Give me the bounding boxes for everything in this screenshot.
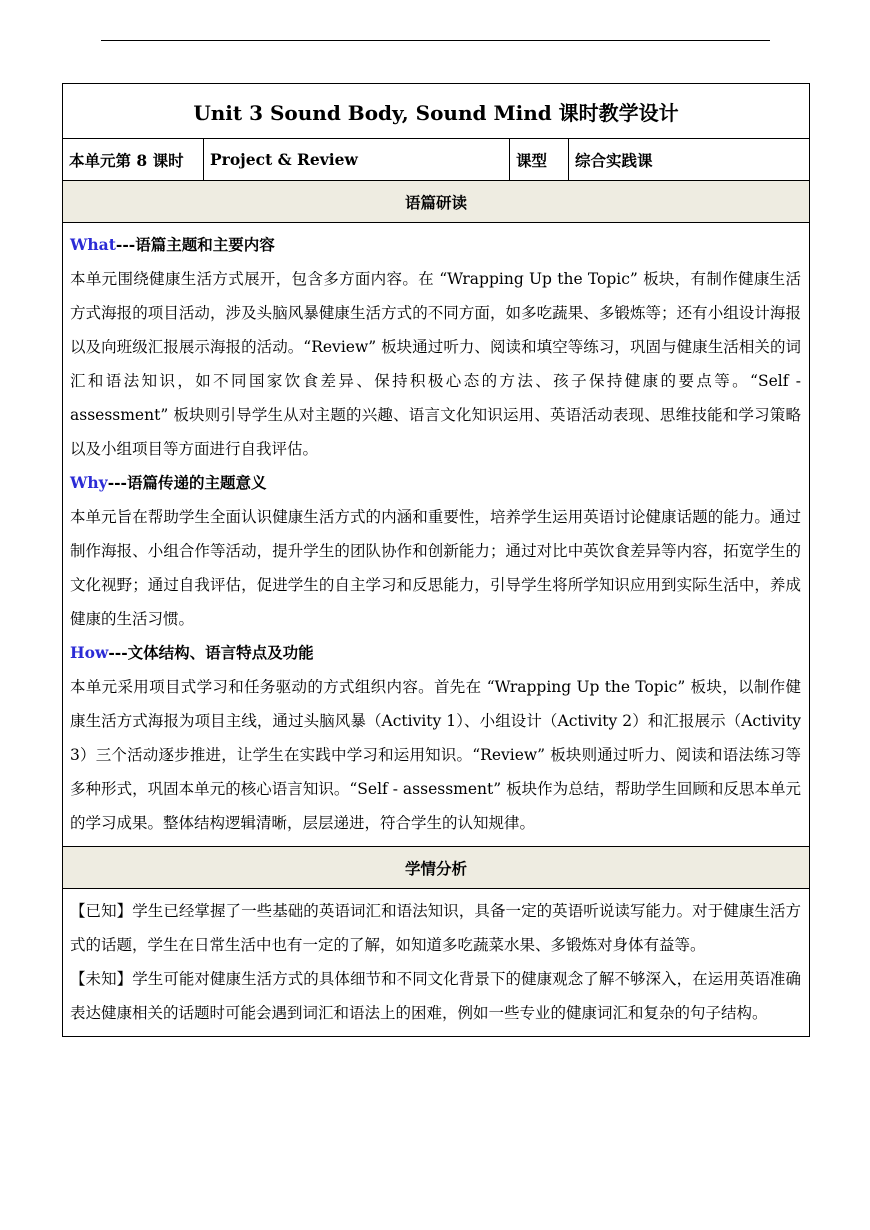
lesson-name-cell: Project & Review bbox=[204, 139, 510, 180]
what-keyword: What bbox=[70, 235, 116, 254]
how-keyword: How bbox=[70, 643, 109, 662]
what-heading bbox=[70, 228, 801, 262]
why-title: ---语篇传递的主题意义 bbox=[107, 473, 267, 492]
how-paragraph: 本单元采用项目式学习和任务驱动的方式组织内容。首先在 “Wrapping Up the Topic” 板块，以制作健康生活方式海报为项目主线，通过头脑风暴（Activity 1）、小组设计（Activity 2）和汇报展示（Activity 3）三个活动逐步推进，让学生在实践中学习和运用知识。“Review” 板块则通过听力、阅读和语法练习等多种形式，巩固本单元的核心语言知识。“Self - assessment” 板块作为总结，帮助学生回顾和反思本单元的学习成果。整体结构逻辑清晰，层层递进，符合学生的认知规律。 bbox=[70, 678, 801, 832]
how-heading bbox=[70, 636, 801, 670]
learner-analysis-content bbox=[63, 889, 810, 1037]
known-paragraph: 【已知】学生已经掌握了一些基础的英语词汇和语法知识，具备一定的英语听说读写能力。对于健康生活方式的话题，学生在日常生活中也有一定的了解，如知道多吃蔬菜水果、多锻炼对身体有益等。 bbox=[70, 902, 801, 954]
how-title: ---文体结构、语言特点及功能 bbox=[108, 643, 314, 662]
learner-analysis-heading: 学情分析 bbox=[63, 847, 810, 889]
unknown-paragraph: 【未知】学生可能对健康生活方式的具体细节和不同文化背景下的健康观念了解不够深入，在运用英语准确表达健康相关的话题时可能会遇到词汇和语法上的困难，例如一些专业的健康词汇和复杂的句子结构。 bbox=[70, 970, 801, 1022]
why-paragraph: 本单元旨在帮助学生全面认识健康生活方式的内涵和重要性，培养学生运用英语讨论健康话题的能力。通过制作海报、小组合作等活动，提升学生的团队协作和创新能力；通过对比中英饮食差异等内容，拓宽学生的文化视野；通过自我评估，促进学生的自主学习和反思能力，引导学生将所学知识应用到实际生活中，养成健康的生活习惯。 bbox=[70, 508, 801, 628]
what-title: ---语篇主题和主要内容 bbox=[115, 235, 275, 254]
document-title: Unit 3 Sound Body, Sound Mind 课时教学设计 bbox=[63, 84, 810, 139]
lesson-plan-table bbox=[62, 83, 810, 1037]
meta-row bbox=[63, 139, 810, 181]
text-study-heading: 语篇研读 bbox=[63, 181, 810, 223]
what-paragraph: 本单元围绕健康生活方式展开，包含多方面内容。在 “Wrapping Up the Topic” 板块，有制作健康生活方式海报的项目活动，涉及头脑风暴健康生活方式的不同方面，如多吃蔬果、多锻炼等；还有小组设计海报以及向班级汇报展示海报的活动。“Review” 板块通过听力、阅读和填空等练习，巩固与健康生活相关的词汇和语法知识，如不同国家饮食差异、保持积极心态的方法、孩子保持健康的要点等。“Self - assessment” 板块则引导学生从对主题的兴趣、语言文化知识运用、英语活动表现、思维技能和学习策略以及小组项目等方面进行自我评估。 bbox=[70, 270, 801, 458]
why-keyword: Why bbox=[70, 473, 108, 492]
lesson-type-label: 课型 bbox=[510, 139, 569, 180]
lesson-type-value: 综合实践课 bbox=[575, 150, 653, 170]
header-rule bbox=[101, 40, 770, 41]
text-study-content bbox=[63, 223, 810, 847]
why-heading bbox=[70, 466, 801, 500]
lesson-number-cell: 本单元第 8 课时 bbox=[63, 139, 204, 180]
